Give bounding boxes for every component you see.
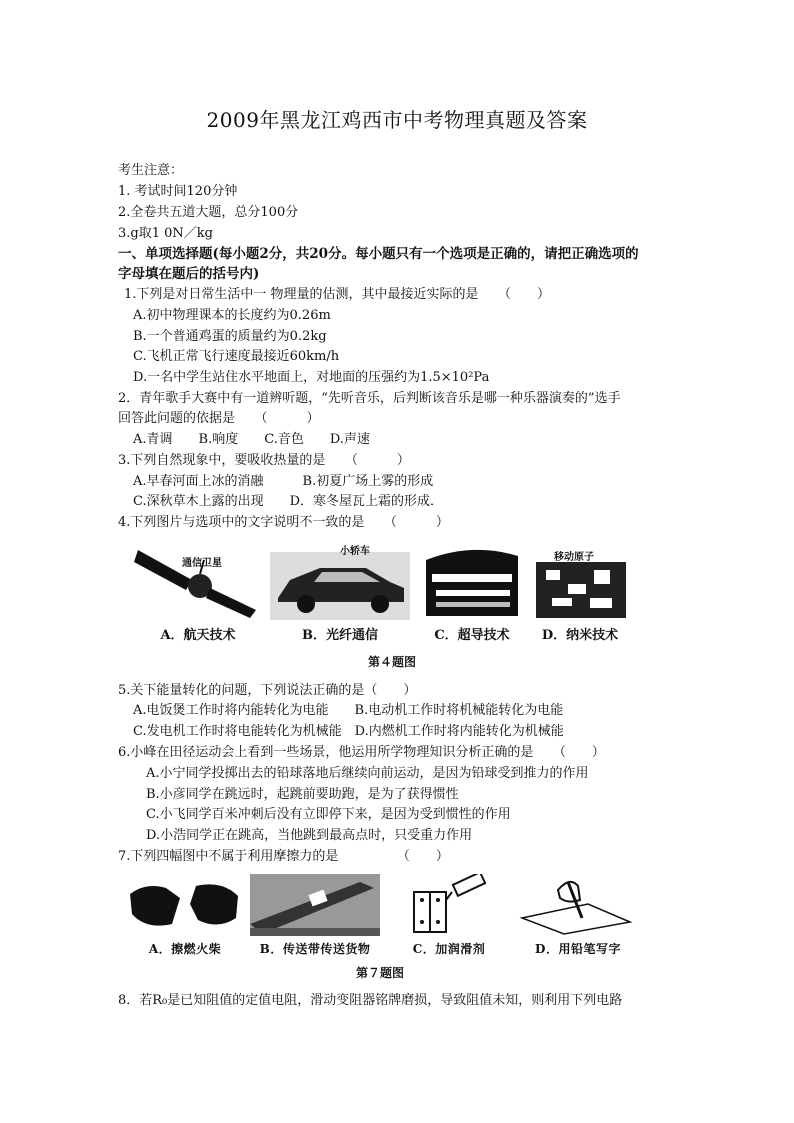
figure-7a	[126, 874, 244, 957]
figure-7-caption: 第７题图	[356, 966, 405, 980]
match-striking-icon	[126, 874, 244, 936]
question-1-stem: 1.下列是对日常生活中一 物理量的估测，其中最接近实际的是 （ ）	[124, 287, 551, 302]
pencil-writing-icon	[518, 874, 638, 936]
figure-7d-caption: D．用铅笔写字	[535, 942, 621, 956]
satellite-icon	[134, 540, 262, 620]
page-title: 2009年黑龙江鸡西市中考物理真题及答案	[206, 108, 588, 132]
question-3-stem: 3.下列自然现象中，要吸收热量的是 （ ）	[118, 453, 410, 468]
question-2-stem-1: 2．青年歌手大赛中有一道辨听题，“先听音乐，后判断该音乐是哪一种乐器演奏的”选手	[118, 391, 621, 406]
question-1-option-b: B.一个普通鸡蛋的质量约为0.2kg	[133, 329, 327, 344]
question-1-option-c: C.飞机正常飞行速度最接近60km/h	[133, 349, 340, 364]
figure-4b-tag: 小轿车	[340, 546, 370, 557]
question-1-option-d: D.一名中学生站住水平地面上，对地面的压强约为1.5×10²Pa	[133, 370, 490, 385]
question-5-options-cd: C.发电机工作时将电能转化为机械能 D.内燃机工作时将内能转化为机械能	[133, 724, 564, 739]
notice-heading: 考生注意：	[118, 163, 184, 178]
question-5-stem: 5.关下能量转化的问题，下列说法正确的是（ ）	[118, 683, 417, 698]
notice-item-2: 2.全卷共五道大题，总分100分	[118, 205, 299, 220]
conveyor-belt-icon	[250, 874, 380, 936]
question-3-options-ab: A.早春河面上冰的消融 B.初夏广场上雾的形成	[133, 474, 434, 489]
hinge-lubricant-icon	[394, 874, 504, 936]
figure-7c-caption: C．加润滑剂	[412, 942, 486, 956]
question-6-stem: 6.小峰在田径运动会上看到一些场景，他运用所学物理知识分析正确的是 （ ）	[118, 745, 605, 760]
figure-4b	[270, 540, 410, 643]
figure-4d	[532, 540, 628, 643]
question-6-option-a: A.小宁同学投掷出去的铅球落地后继续向前运动，是因为铅球受到推力的作用	[146, 766, 589, 781]
figure-4d-tag: 移动原子	[554, 552, 594, 563]
question-7-stem: 7.下列四幅图中不属于利用摩擦力的是 （ ）	[118, 849, 449, 864]
figure-4a	[134, 540, 262, 643]
question-6-option-b: B.小彦同学在跳远时，起跳前要助跑，是为了获得惯性	[146, 787, 459, 802]
question-7-figures	[126, 874, 638, 957]
question-6-option-c: C.小飞同学百米冲刺后没有立即停下来，是因为受到惯性的作用	[146, 807, 511, 822]
question-8-stem: 8．若R₀是已知阻值的定值电阻，滑动变阻器铭牌磨损，导致阻值未知，则利用下列电路	[118, 993, 623, 1008]
figure-7b-caption: B．传送带传送货物	[259, 942, 371, 956]
question-5-options-ab: A.电饭煲工作时将内能转化为电能 B.电动机工作时将机械能转化为电能	[133, 703, 564, 718]
section-heading-line-1: 一、单项选择题(每小题2分，共20分。每小题只有一个选项是正确的，请把正确选项的	[118, 246, 639, 262]
section-heading-line-2: 字母填在题后的括号内)	[118, 266, 260, 282]
question-6-option-d: D.小浩同学正在跳高，当他跳到最高点时，只受重力作用	[146, 828, 473, 843]
figure-4-caption: 第４题图	[368, 655, 417, 669]
figure-7a-caption: A．擦燃火柴	[148, 942, 222, 956]
question-2-options: A.青调 B.响度 C.音色 D.声速	[133, 432, 370, 447]
figure-4b-caption: B．光纤通信	[302, 628, 378, 643]
figure-7b	[250, 874, 380, 957]
notice-item-3: 3.g取1 0N／kg	[118, 226, 213, 241]
figure-7d	[518, 874, 638, 957]
question-3-options-cd: C.深秋草木上露的出现 D．寒冬屋瓦上霜的形成．	[133, 494, 444, 509]
figure-4c	[422, 540, 522, 643]
figure-4c-caption: C．超导技术	[434, 628, 510, 643]
question-4-stem: 4.下列图片与选项中的文字说明不一致的是 （ ）	[118, 515, 449, 530]
figure-4a-tag: 通信卫星	[182, 558, 222, 569]
figure-4d-caption: D．纳米技术	[541, 628, 619, 643]
question-4-figures	[134, 540, 628, 643]
maglev-train-icon	[422, 540, 522, 620]
question-2-stem-2: 回答此问题的依据是 （ ）	[118, 411, 320, 426]
question-1-option-a: A.初中物理课本的长度约为0.26m	[133, 308, 331, 323]
notice-item-1: 1. 考试时间120分钟	[118, 184, 238, 199]
figure-4a-caption: A．航天技术	[160, 628, 236, 643]
figure-7c	[394, 874, 504, 957]
